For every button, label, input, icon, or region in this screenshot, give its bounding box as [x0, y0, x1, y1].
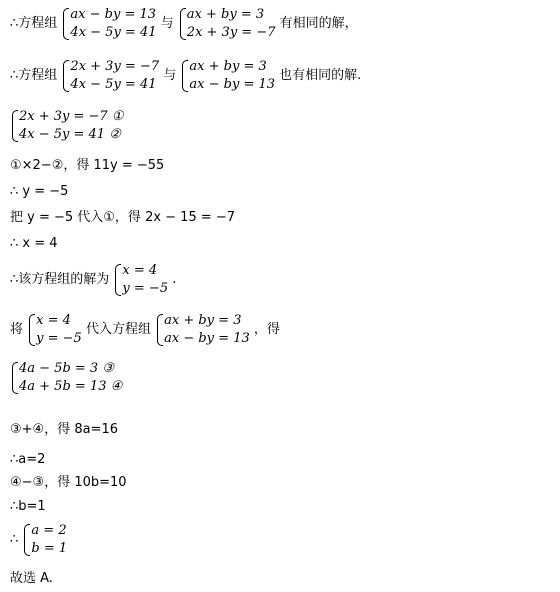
solution-line-10: [10, 360, 122, 396]
equation: 2x + 3y = −7 ①: [19, 109, 124, 124]
equation-system-2b: [180, 58, 275, 94]
equation: ax + by = 3: [164, 313, 242, 328]
solution-line-9: [10, 312, 280, 348]
equation-system-9b: [155, 312, 250, 348]
equation: x = 4: [36, 313, 71, 328]
solution-line-7: ∴ x = 4: [10, 236, 58, 251]
solution-line-1: [10, 6, 358, 42]
equation: 4x − 5y = 41 ②: [19, 127, 121, 142]
equation: 4a + 5b = 13 ④: [19, 379, 123, 394]
equation: b = 1: [31, 541, 68, 556]
equation: y = −5: [122, 281, 169, 296]
equation-system-15: [22, 522, 67, 558]
equation-system-9a: [27, 312, 82, 348]
equation-system-2a: [61, 58, 159, 94]
solution-line-5: ∴ y = −5: [10, 184, 69, 199]
solution-line-15: [10, 522, 67, 558]
line-1-mid: 与: [160, 16, 174, 31]
solution-line-13: ④−③，得 10b=10: [10, 475, 127, 490]
equation: a = 2: [31, 523, 67, 538]
line-1-prefix: ∴方程组: [10, 16, 58, 31]
solution-line-4: ①×2−②，得 11y = −55: [10, 158, 165, 173]
solution-line-14: ∴b=1: [10, 499, 46, 514]
solution-line-6: 把 y = −5 代入①，得 2x − 15 = −7: [10, 210, 236, 225]
equation: 4a − 5b = 3 ③: [19, 361, 114, 376]
line-9-mid: 代入方程组: [85, 322, 151, 337]
equation: ax + by = 3: [186, 7, 265, 22]
line-2-prefix: ∴方程组: [10, 68, 58, 83]
line-9-prefix: 将: [10, 322, 24, 337]
equation: ax − by = 13: [70, 7, 157, 22]
line-15-prefix: ∴: [10, 532, 19, 547]
line-9-suffix: ，得: [253, 322, 280, 337]
solution-line-16: 故选 A.: [10, 571, 53, 586]
equation-system-1b: [178, 6, 276, 42]
equation: ax − by = 13: [189, 77, 276, 92]
equation: y = −5: [36, 331, 82, 346]
equation: x = 4: [122, 263, 158, 278]
solution-line-3: [10, 108, 123, 144]
line-8-suffix: .: [172, 272, 177, 287]
line-8-prefix: ∴该方程组的解为: [10, 272, 110, 287]
equation-system-3: [10, 108, 123, 144]
line-2-mid: 与: [163, 68, 177, 83]
line-1-suffix: 有相同的解，: [279, 16, 358, 31]
solution-line-8: [10, 262, 176, 298]
equation: 2x + 3y = −7: [186, 25, 276, 40]
equation: ax − by = 13: [164, 331, 250, 346]
equation-system-1a: [61, 6, 156, 42]
line-2-suffix: 也有相同的解.: [279, 68, 362, 83]
solution-line-2: [10, 58, 361, 94]
solution-line-11: ③+④，得 8a=16: [10, 422, 119, 437]
solution-line-12: ∴a=2: [10, 452, 46, 467]
equation: 4x − 5y = 41: [70, 25, 157, 40]
equation-system-8: [113, 262, 168, 298]
equation-system-10: [10, 360, 122, 396]
equation: 4x − 5y = 41: [70, 77, 157, 92]
equation: ax + by = 3: [189, 59, 267, 74]
equation: 2x + 3y = −7: [70, 59, 160, 74]
